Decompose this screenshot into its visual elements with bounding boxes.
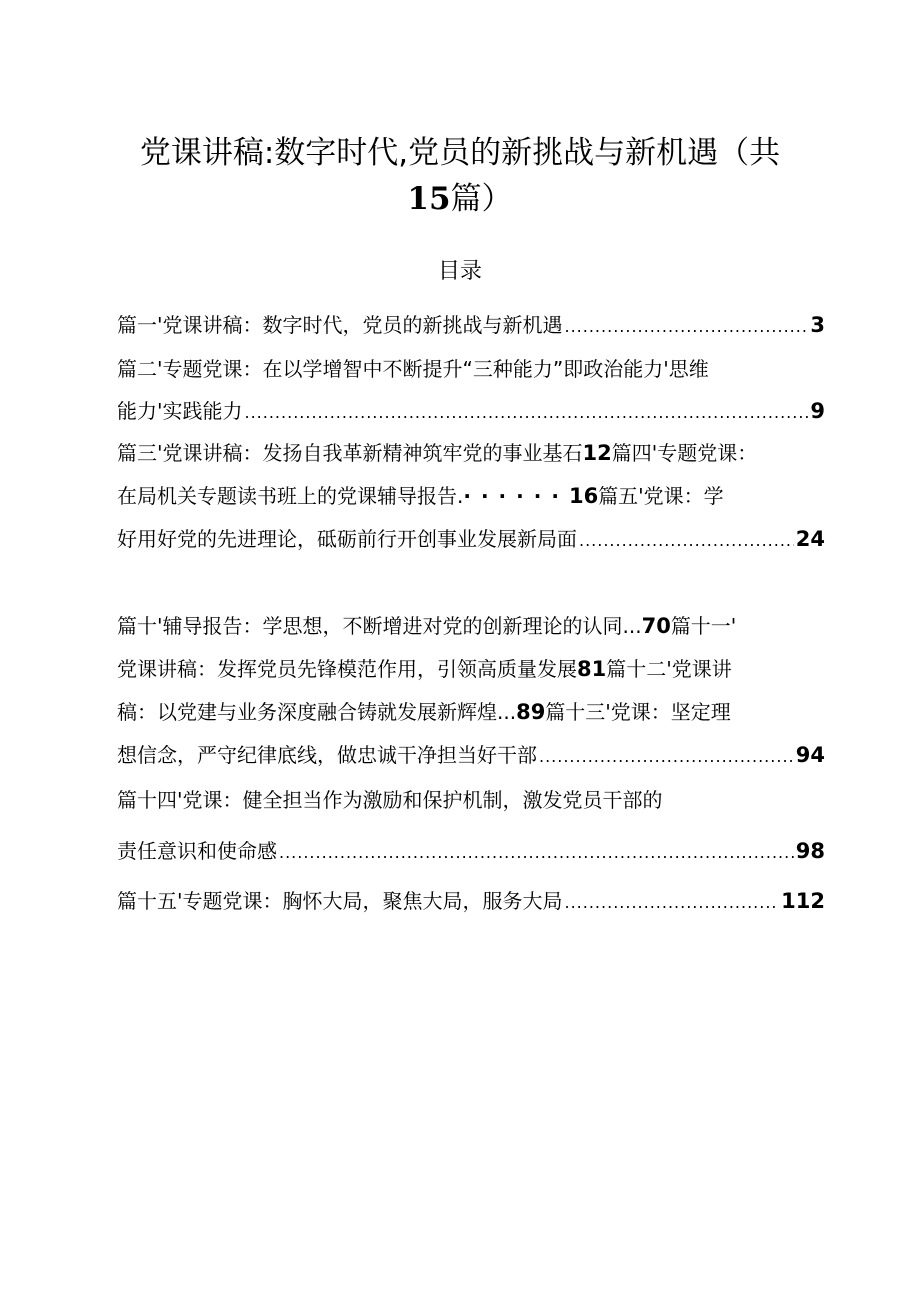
toc-entry-page: 12	[582, 441, 612, 465]
toc-leader-dots	[539, 737, 794, 775]
toc-entry-title: 好用好党的先进理论，砥砺前行开创事业发展新局面	[117, 527, 577, 551]
toc-leader-dots	[245, 393, 809, 431]
title-count-suffix: 篇）	[450, 181, 513, 217]
title-count: 15	[407, 181, 451, 217]
toc-entry-title: 篇十'辅导报告：学思想，不断增进对党的创新理论的认同...	[117, 614, 642, 638]
toc-entry-title: 篇三'党课讲稿：发扬自我革新精神筑牢党的事业基石	[117, 441, 583, 465]
toc-entry-continued[interactable]	[117, 735, 825, 775]
toc-entry-continued[interactable]	[117, 519, 825, 559]
toc-leader-dots: ······	[463, 484, 569, 508]
toc-entry[interactable]	[117, 780, 825, 820]
toc-entry-title: 在局机关专题读书班上的党课辅导报告.	[117, 484, 464, 508]
toc-entry[interactable]	[117, 349, 825, 389]
document-title-line-1: 党课讲稿:数字时代,党员的新挑战与新机遇（共	[139, 135, 781, 171]
toc-entry-title: 篇十一'	[670, 614, 737, 638]
toc-heading: 目录	[437, 259, 482, 284]
toc-entry-title: 责任意识和使命感	[117, 839, 277, 863]
toc-entry[interactable]	[117, 692, 825, 732]
toc-entry-title: 想信念，严守纪律底线，做忠诚干净担当好干部	[117, 743, 537, 767]
toc-entry-page: 70	[641, 614, 671, 638]
toc-entry-title: 篇十二'党课讲	[606, 657, 732, 681]
toc-entry-page: 24	[795, 527, 825, 551]
document-title-line-2	[110, 176, 810, 222]
toc-entry-page: 94	[795, 743, 825, 767]
toc-entry-title: 篇十三'党课：坚定理	[545, 700, 731, 724]
toc-entry-continued[interactable]	[117, 391, 825, 431]
toc-leader-dots	[279, 833, 794, 871]
toc-entry-page: 16	[568, 484, 599, 508]
toc-entry-page: 112	[781, 889, 825, 913]
toc-entry-title: 篇二'专题党课：在以学增智中不断提升“三种能力”即政治能力'思维	[117, 357, 709, 381]
toc-entry-page: 9	[810, 399, 825, 423]
toc-entry-title: 篇五'党课：学	[598, 484, 724, 508]
toc-entry-title: 党课讲稿：发挥党员先锋模范作用，引领高质量发展	[117, 657, 577, 681]
toc-entry[interactable]	[117, 476, 825, 516]
toc-entry[interactable]	[117, 606, 825, 646]
toc-entry[interactable]	[117, 649, 825, 689]
toc-entry-title: 能力'实践能力	[117, 399, 243, 423]
toc-entry-title: 篇十五'专题党课：胸怀大局，聚焦大局，服务大局	[117, 889, 563, 913]
toc-entry[interactable]	[117, 305, 825, 345]
toc-entry-title: 篇一'党课讲稿：数字时代，党员的新挑战与新机遇	[117, 313, 563, 337]
toc-entry-page: 81	[577, 657, 607, 681]
toc-entry-title: 稿：以党建与业务深度融合铸就发展新辉煌...	[117, 700, 517, 724]
toc-entry-continued[interactable]	[117, 831, 825, 871]
toc-entry-page: 89	[516, 700, 546, 724]
toc-entry[interactable]	[117, 881, 825, 921]
toc-entry-title: 篇四'专题党课：	[611, 441, 758, 465]
toc-entry-page: 98	[795, 839, 825, 863]
toc-leader-dots	[579, 521, 794, 559]
toc-entry-page: 3	[810, 313, 825, 337]
toc-entry[interactable]	[117, 433, 825, 473]
toc-leader-dots	[565, 883, 780, 921]
toc-leader-dots	[565, 307, 809, 345]
toc-entry-title: 篇十四'党课：健全担当作为激励和保护机制，激发党员干部的	[117, 788, 663, 812]
